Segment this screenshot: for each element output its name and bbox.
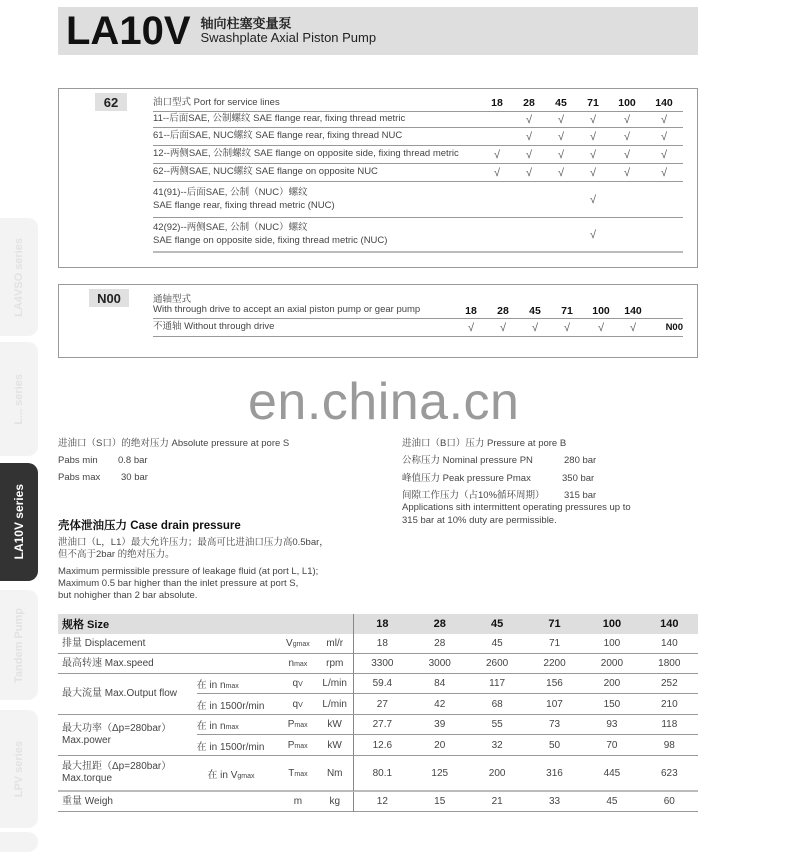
size-header: 28 <box>497 304 509 317</box>
pressure-label: 峰值压力 Peak pressure Pmax <box>402 472 531 484</box>
check-mark: √ <box>557 130 565 143</box>
size-header: 18 <box>491 97 503 109</box>
spec-value: 84 <box>434 678 446 689</box>
size-header: 100 <box>592 304 610 317</box>
case-drain-cn: 但不高于2bar 的绝对压力。 <box>58 549 175 561</box>
size-header: 45 <box>491 618 504 630</box>
side-tab-lpv[interactable] <box>0 710 38 828</box>
side-tab-tandem-pump[interactable] <box>0 590 38 700</box>
spec-row-flow-1500 <box>197 694 698 714</box>
spec-value: 210 <box>660 698 678 710</box>
check-mark: √ <box>589 228 597 241</box>
check-mark: √ <box>623 130 631 143</box>
case-drain-title: 壳体泄油压力 Case drain pressure <box>58 520 241 532</box>
check-mark: √ <box>525 166 533 179</box>
check-mark: √ <box>525 113 533 126</box>
spec-unit: kg <box>329 796 341 807</box>
option-label-en: SAE flange on opposite side, fixing thread metric (NUC) <box>153 234 388 246</box>
title-en: Swashplate Axial Piston Pump <box>200 30 377 45</box>
spec-value: 39 <box>434 719 446 730</box>
spec-value: 18 <box>376 638 388 649</box>
option-label: 12--两侧SAE, 公制螺纹 SAE flange on opposite side, fixing thread metric <box>153 148 459 160</box>
size-header: 71 <box>548 618 561 630</box>
spec-value: 59.4 <box>372 678 393 689</box>
spec-value: 20 <box>434 739 446 751</box>
pressure-note: 315 bar at 10% duty are permissible. <box>402 514 557 526</box>
port-option-row <box>153 164 683 182</box>
spec-value: 27.7 <box>372 719 393 730</box>
spec-value: 93 <box>606 719 618 730</box>
check-mark: √ <box>557 166 565 179</box>
spec-value: 3300 <box>371 658 394 669</box>
drive-title-en: With through drive to accept an axial piston pump or gear pump <box>153 304 421 316</box>
spec-symbol: m <box>293 796 303 807</box>
spec-value: 73 <box>548 719 561 730</box>
spec-value: 117 <box>489 678 506 689</box>
spec-unit: kW <box>327 719 342 730</box>
spec-name: 重量 Weigh <box>62 795 113 807</box>
check-mark: √ <box>499 321 507 334</box>
spec-unit: kW <box>327 739 342 751</box>
case-drain-en: but nohigher than 2 bar absolute. <box>58 590 198 602</box>
page-header <box>58 7 698 55</box>
size-header: 100 <box>618 97 636 109</box>
spec-name-en: Max.power <box>62 735 111 746</box>
side-tab-next[interactable] <box>0 832 38 852</box>
port-option-row <box>153 182 683 218</box>
spec-condition: 在 in nmax <box>196 680 239 691</box>
spec-condition: 在 in Vgmax <box>207 769 255 781</box>
spec-condition: 在 in 1500r/min <box>196 741 265 753</box>
check-mark: √ <box>589 113 597 126</box>
spec-value: 118 <box>661 719 678 730</box>
size-header: 71 <box>587 97 599 109</box>
spec-value: 316 <box>546 767 563 779</box>
spec-value: 70 <box>606 739 618 751</box>
check-mark: √ <box>660 130 668 143</box>
spec-value: 71 <box>548 638 561 649</box>
size-header: 45 <box>529 304 541 317</box>
option-label-cn: 42(92)--两侧SAE, 公制（NUC）螺纹 <box>153 222 308 234</box>
size-header: 28 <box>523 97 535 109</box>
spec-value: 623 <box>660 767 678 779</box>
option-code: N00 <box>665 322 683 333</box>
size-header: 45 <box>555 97 567 109</box>
size-header: 71 <box>561 304 573 317</box>
spec-value: 107 <box>546 698 563 710</box>
size-header: 140 <box>655 97 673 109</box>
case-drain-section <box>58 519 388 603</box>
pressure-value: 315 bar <box>564 490 597 502</box>
spec-header-row <box>58 614 698 634</box>
side-tab-label: Tandem Pump <box>13 607 25 683</box>
side-tab-l-series[interactable] <box>0 342 38 456</box>
size-header: 100 <box>602 618 622 630</box>
spec-name: 最高转速 Max.speed <box>62 657 154 669</box>
spec-row-weight <box>58 792 698 812</box>
side-tab-label: L... series <box>13 373 25 425</box>
check-mark: √ <box>660 166 668 179</box>
size-label: 规格 Size <box>62 619 110 631</box>
option-label: 不通轴 Without through drive <box>153 321 275 333</box>
port-option-row <box>153 146 683 164</box>
size-header: 140 <box>660 618 679 630</box>
spec-condition: 在 in 1500r/min <box>196 700 265 712</box>
pressure-label: 间隙工作压力（占10%循环周期） <box>402 490 545 502</box>
check-mark: √ <box>467 321 475 334</box>
pressure-label: Pabs max <box>58 471 101 483</box>
port-options-table <box>153 95 683 253</box>
spec-value: 100 <box>603 638 621 649</box>
check-mark: √ <box>589 193 597 206</box>
check-mark: √ <box>589 148 597 161</box>
option-label-cn: 41(91)--后面SAE, 公制（NUC）螺纹 <box>153 187 308 199</box>
spec-value: 3000 <box>428 658 451 669</box>
spec-value: 55 <box>491 719 503 730</box>
spec-row-torque <box>58 756 698 792</box>
spec-symbol: qV <box>292 678 303 689</box>
case-drain-en: Maximum 0.5 bar higher than the inlet pressure at port S, <box>58 577 299 589</box>
spec-value: 445 <box>603 767 621 779</box>
spec-value: 98 <box>663 739 675 751</box>
spec-value: 156 <box>546 678 563 689</box>
spec-name-en: Max.torque <box>62 773 113 784</box>
watermark: en.china.cn <box>248 373 520 431</box>
check-mark: √ <box>557 113 565 126</box>
pressure-label: Pabs min <box>58 455 98 467</box>
check-mark: √ <box>557 148 565 161</box>
port-title: 油口型式 Port for service lines <box>153 96 280 108</box>
spec-symbol: Pmax <box>287 719 308 730</box>
spec-row-power-1500 <box>197 735 698 755</box>
spec-value: 12 <box>376 796 388 807</box>
spec-name-cn: 最大功率（Δp=280bar） <box>62 723 172 734</box>
spec-value: 1800 <box>658 658 681 669</box>
check-mark: √ <box>563 321 571 334</box>
spec-row-displacement <box>58 634 698 654</box>
spec-symbol: qV <box>292 698 303 710</box>
spec-condition: 在 in nmax <box>196 721 239 732</box>
check-mark: √ <box>531 321 539 334</box>
pressure-value: 30 bar <box>121 471 148 483</box>
option-label <box>153 222 481 247</box>
side-tab-label: LA4VSO series <box>13 237 25 317</box>
title-cn: 轴向柱塞变量泵 <box>200 15 292 31</box>
side-tab-la4vso[interactable] <box>0 218 38 336</box>
spec-value: 45 <box>606 796 618 807</box>
port-option-row <box>153 111 683 128</box>
spec-unit: ml/r <box>326 638 344 649</box>
size-header: 140 <box>624 304 642 317</box>
pressure-b-title: 进油口（B口）压力 Pressure at pore B <box>402 438 567 449</box>
spec-value: 45 <box>491 638 503 649</box>
check-mark: √ <box>629 321 637 334</box>
spec-value: 125 <box>431 767 449 779</box>
spec-value: 50 <box>548 739 561 751</box>
drive-option-row <box>153 319 683 337</box>
code-badge: 62 <box>95 93 127 111</box>
spec-name: 最大流量 Max.Output flow <box>62 688 178 699</box>
check-mark: √ <box>623 113 631 126</box>
port-option-row <box>153 218 683 253</box>
check-mark: √ <box>623 148 631 161</box>
spec-group-power <box>58 715 698 756</box>
spec-value: 80.1 <box>372 767 393 779</box>
option-label: 62--两侧SAE, NUC螺纹 SAE flange on opposite NUC <box>153 166 378 178</box>
spec-value: 150 <box>603 698 621 710</box>
code-badge: N00 <box>89 289 129 307</box>
through-drive-table <box>153 291 683 337</box>
spec-symbol: Vgmax <box>286 638 310 649</box>
option-label: 11--后面SAE, 公制螺纹 SAE flange rear, fixing thread metric <box>153 113 406 125</box>
spec-value: 28 <box>434 638 446 649</box>
spec-value: 200 <box>488 767 506 779</box>
spec-unit: L/min <box>322 698 347 710</box>
spec-value: 2600 <box>486 658 509 669</box>
spec-value: 27 <box>376 698 388 710</box>
spec-value: 68 <box>491 698 503 710</box>
spec-value: 252 <box>660 678 678 689</box>
spec-value: 2200 <box>543 658 566 669</box>
spec-group-flow <box>58 674 698 715</box>
spec-name <box>58 761 197 785</box>
check-mark: √ <box>493 166 501 179</box>
pressure-value: 350 bar <box>562 472 595 484</box>
spec-unit: Nm <box>326 767 343 779</box>
pressure-b-section <box>402 438 702 527</box>
spec-table <box>58 614 698 812</box>
option-label-en: SAE flange rear, fixing thread metric (NUC) <box>153 199 335 211</box>
through-drive-box <box>58 284 698 358</box>
size-header: 28 <box>433 618 446 630</box>
size-header: 18 <box>376 618 389 630</box>
spec-row-speed <box>58 654 698 674</box>
pressure-value: 0.8 bar <box>118 455 148 467</box>
pressure-s-title: 进油口（S口）的绝对压力 Absolute pressure at pore S <box>58 438 290 449</box>
spec-row-flow-nmax <box>197 674 698 694</box>
spec-unit: rpm <box>326 658 344 669</box>
check-mark: √ <box>623 166 631 179</box>
spec-value: 140 <box>660 638 678 649</box>
spec-name-cn: 最大扭距（Δp=280bar） <box>62 761 172 772</box>
spec-value: 15 <box>434 796 446 807</box>
side-tab-la10v[interactable] <box>0 463 38 581</box>
port-options-box <box>58 88 698 268</box>
spec-name: 排量 Displacement <box>62 637 146 649</box>
spec-unit: L/min <box>322 678 347 689</box>
check-mark: √ <box>525 130 533 143</box>
option-label <box>153 187 481 212</box>
check-mark: √ <box>660 113 668 126</box>
check-mark: √ <box>589 130 597 143</box>
check-mark: √ <box>597 321 605 334</box>
port-option-row <box>153 128 683 146</box>
spec-row-power-nmax <box>197 715 698 735</box>
spec-name <box>58 715 197 755</box>
spec-symbol: nmax <box>288 658 308 669</box>
size-header: 18 <box>465 304 477 317</box>
spec-value: 42 <box>434 698 446 710</box>
pressure-s-section <box>58 438 388 484</box>
case-drain-en: Maximum permissible pressure of leakage fluid (at port L, L1); <box>58 565 319 577</box>
spec-value: 12.6 <box>372 739 393 751</box>
case-drain-cn: 泄油口（L，L1）最大允许压力；最高可比进油口压力高0.5bar， <box>58 536 329 548</box>
spec-value: 32 <box>491 739 503 751</box>
spec-value: 21 <box>491 796 503 807</box>
check-mark: √ <box>493 148 501 161</box>
pressure-value: 280 bar <box>564 455 597 467</box>
spec-symbol: Pmax <box>287 739 308 751</box>
option-label: 61--后面SAE, NUC螺纹 SAE flange rear, fixing thread NUC <box>153 130 403 142</box>
pressure-note: Applications sith intermittent operating pressures up to <box>402 502 631 514</box>
check-mark: √ <box>660 148 668 161</box>
check-mark: √ <box>525 148 533 161</box>
spec-value: 200 <box>603 678 621 689</box>
spec-value: 33 <box>548 796 561 807</box>
spec-value: 60 <box>663 796 675 807</box>
model-name: LA10V <box>66 9 191 53</box>
spec-value: 2000 <box>600 658 624 669</box>
side-tab-label: LPV series <box>13 740 25 798</box>
pressure-label: 公称压力 Nominal pressure PN <box>402 455 533 467</box>
drive-title-cn: 通轴型式 <box>153 294 192 305</box>
spec-symbol: Tmax <box>288 767 308 779</box>
check-mark: √ <box>589 166 597 179</box>
side-tab-label: LA10V series <box>12 484 26 560</box>
